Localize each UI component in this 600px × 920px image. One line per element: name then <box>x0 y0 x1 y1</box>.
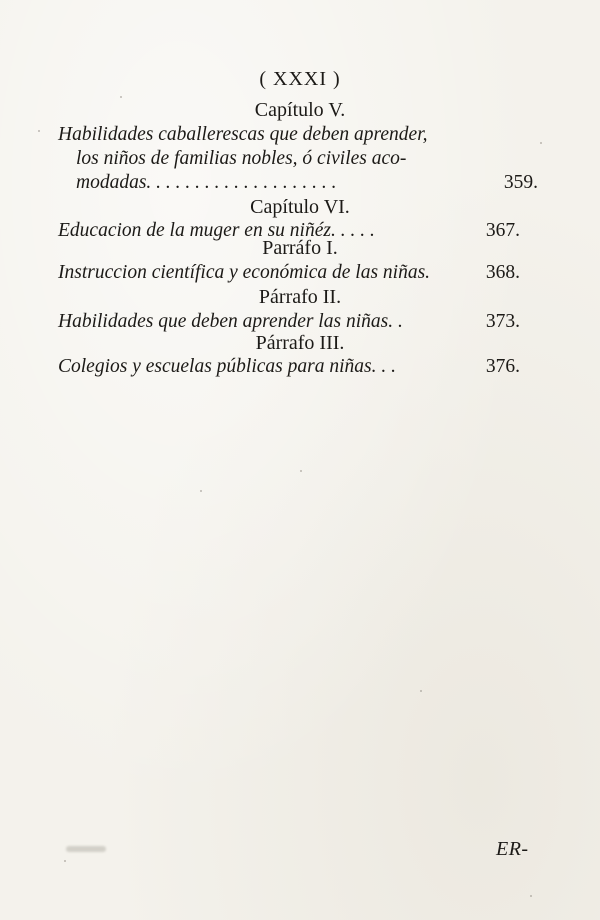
entry-page-number: 373. <box>485 311 520 332</box>
section-heading: Parráfo I. <box>262 237 338 259</box>
entry-text: Habilidades que deben aprender las niñas. . <box>58 311 403 332</box>
toc-entry-line <box>58 261 520 285</box>
page-number: ( XXXI ) <box>259 68 341 90</box>
ink-smudge <box>66 846 106 852</box>
entry-text: Instruccion científica y económica de las niñas. <box>58 262 431 283</box>
section-heading: Párrafo III. <box>255 332 345 354</box>
paper-speck <box>64 860 66 862</box>
paper-speck <box>530 895 532 897</box>
toc-entry-line <box>58 171 538 195</box>
section-heading: Capítulo VI. <box>250 196 350 218</box>
toc-entry-line <box>58 355 520 379</box>
section-heading: Párrafo II. <box>258 286 342 308</box>
paper-speck <box>200 490 202 492</box>
toc-entry-line <box>58 123 520 147</box>
toc-entry-line <box>58 147 538 171</box>
entry-text: los niños de familias nobles, ó civiles aco- <box>76 148 407 169</box>
entry-page-number: 367. <box>485 220 520 241</box>
entry-page-number: 376. <box>485 356 520 377</box>
entry-page-number: 359. <box>503 172 538 193</box>
entry-page-number: 368. <box>485 262 520 283</box>
entry-text: Educacion de la muger en su niñéz. . . . . <box>58 220 375 241</box>
paper-speck <box>420 690 422 692</box>
paper-speck <box>38 130 40 132</box>
entry-text: Habilidades caballerescas que deben aprender, <box>58 124 428 145</box>
catchword: ER- <box>496 838 529 860</box>
section-heading: Capítulo V. <box>254 99 346 121</box>
entry-text: Colegios y escuelas públicas para niñas. . . <box>58 356 396 377</box>
entry-text: modadas. . . . . . . . . . . . . . . . . . . . <box>76 172 337 193</box>
paper-speck <box>300 470 302 472</box>
paper-speck <box>540 142 542 144</box>
